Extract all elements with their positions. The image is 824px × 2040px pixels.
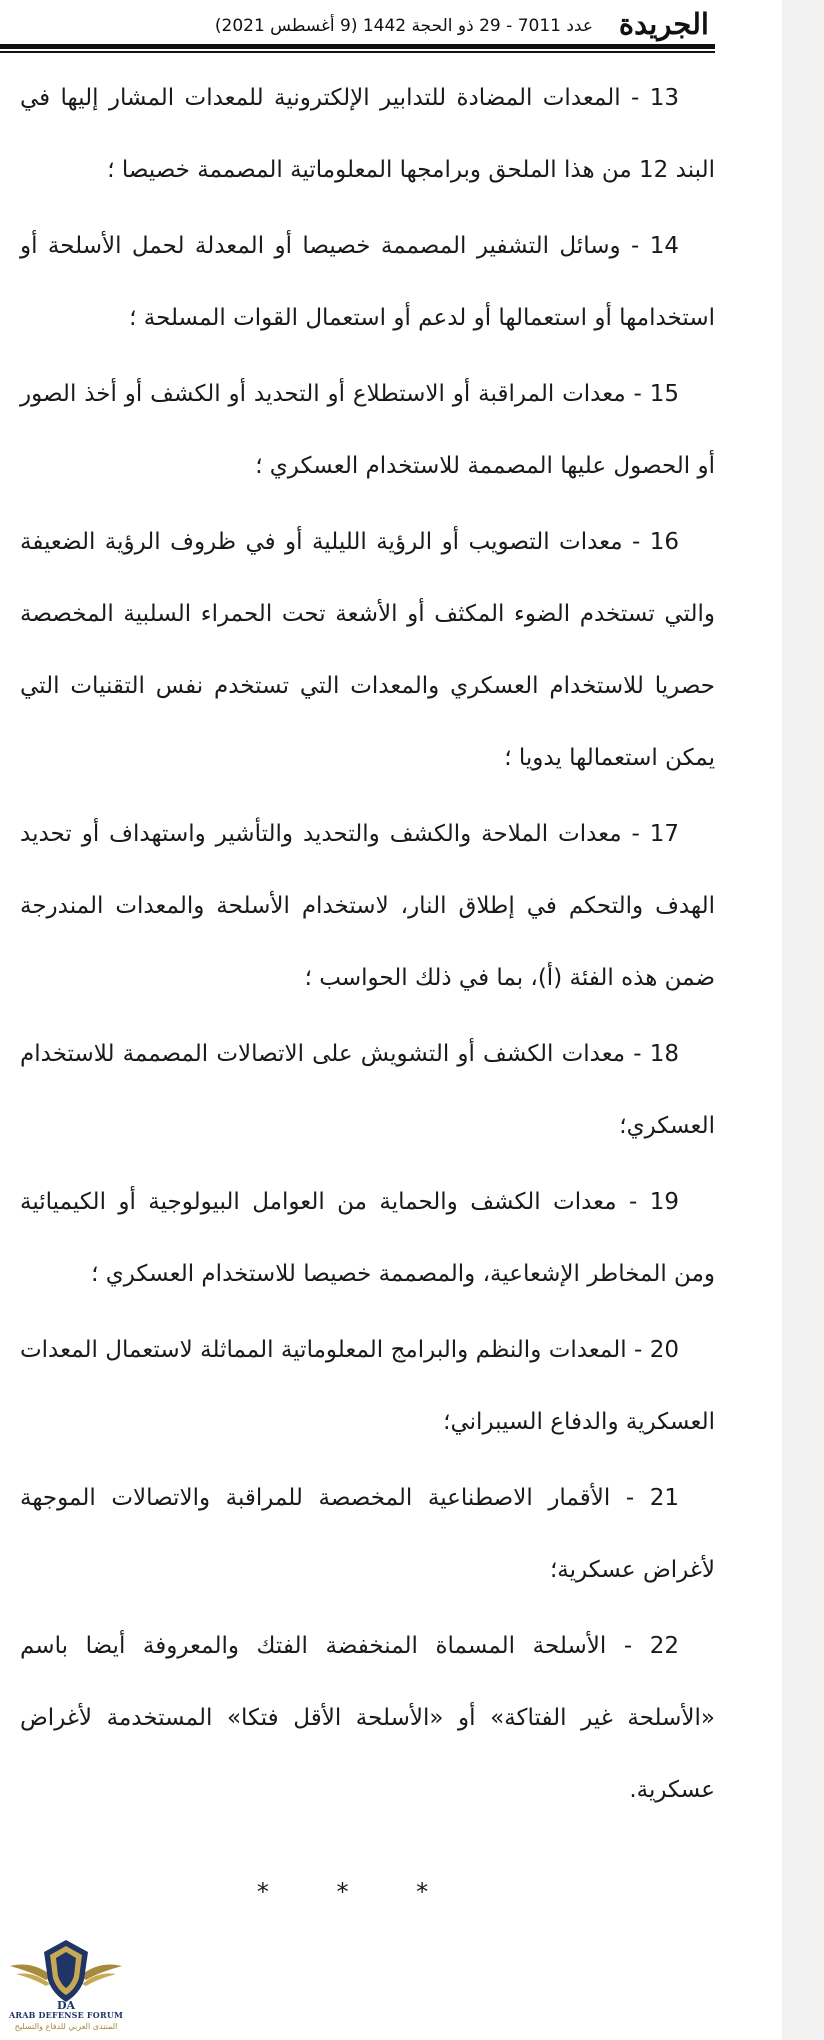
header-rule-thin	[0, 51, 715, 53]
page-margin-strip	[782, 0, 824, 2040]
clause-17: 17 - معدات الملاحة والكشف والتحديد والتأشير واستهداف أو تحديد الهدف والتحكم في إطلاق النار، لاستخدام الأسلحة والمعدات المندرجة ضمن هذه الفئة (أ)، بما في ذلك الحواسب ؛	[20, 821, 715, 991]
clause-16: 16 - معدات التصويب أو الرؤية الليلية أو في ظروف الرؤية الضعيفة والتي تستخدم الضوء المكثف أو الأشعة تحت الحمراء السلبية المخصصة حصريا للاستخدام العسكري والمعدات التي تستخدم نفس التقنيات التي يمكن استعمالها يدويا ؛	[20, 529, 715, 771]
clause-13: 13 - المعدات المضادة للتدابير الإلكترونية للمعدات المشار إليها في البند 12 من هذا الملحق وبرامجها المعلوماتية المصممة خصيصا ؛	[20, 85, 715, 183]
eagle-emblem-icon	[6, 1936, 126, 2012]
clause-21: 21 - الأقمار الاصطناعية المخصصة للمراقبة والاتصالات الموجهة لأغراض عسكرية؛	[20, 1485, 715, 1583]
logo-abbreviation: DA	[56, 1999, 76, 2012]
logo-name: ARAB DEFENSE FORUM	[8, 2010, 124, 2020]
header-rule-thick	[0, 44, 715, 49]
clause-18: 18 - معدات الكشف أو التشويش على الاتصالات المصممة للاستخدام العسكري؛	[20, 1041, 715, 1139]
clause-15: 15 - معدات المراقبة أو الاستطلاع أو التحديد أو الكشف أو أخذ الصور أو الحصول عليها المصممة للاستخدام العسكري ؛	[20, 381, 715, 479]
document-body	[20, 62, 715, 1826]
section-separator: * * *	[256, 1878, 459, 1906]
clause-22: 22 - الأسلحة المسماة المنخفضة الفتك والمعروفة أيضا باسم «الأسلحة غير الفتاكة» أو «الأسلحة الأقل فتكا» المستخدمة لأغراض عسكرية.	[20, 1633, 715, 1803]
watermark-logo	[6, 1936, 126, 2036]
newspaper-title: الجريدة	[618, 7, 709, 41]
masthead	[0, 4, 715, 44]
issue-line: عدد 7011 - 29 ذو الحجة 1442 (9 أغسطس 2021)	[214, 16, 593, 36]
clause-19: 19 - معدات الكشف والحماية من العوامل البيولوجية أو الكيميائية ومن المخاطر الإشعاعية، والمصممة خصيصا للاستخدام العسكري ؛	[20, 1189, 715, 1287]
clause-20: 20 - المعدات والنظم والبرامج المعلوماتية المماثلة لاستعمال المعدات العسكرية والدفاع السيبراني؛	[20, 1337, 715, 1435]
clause-14: 14 - وسائل التشفير المصممة خصيصا أو المعدلة لحمل الأسلحة أو استخدامها أو استعمالها أو لدعم أو استعمال القوات المسلحة ؛	[20, 233, 715, 331]
logo-arabic-name: المنتدى العربي للدفاع والتسليح	[14, 2022, 118, 2031]
